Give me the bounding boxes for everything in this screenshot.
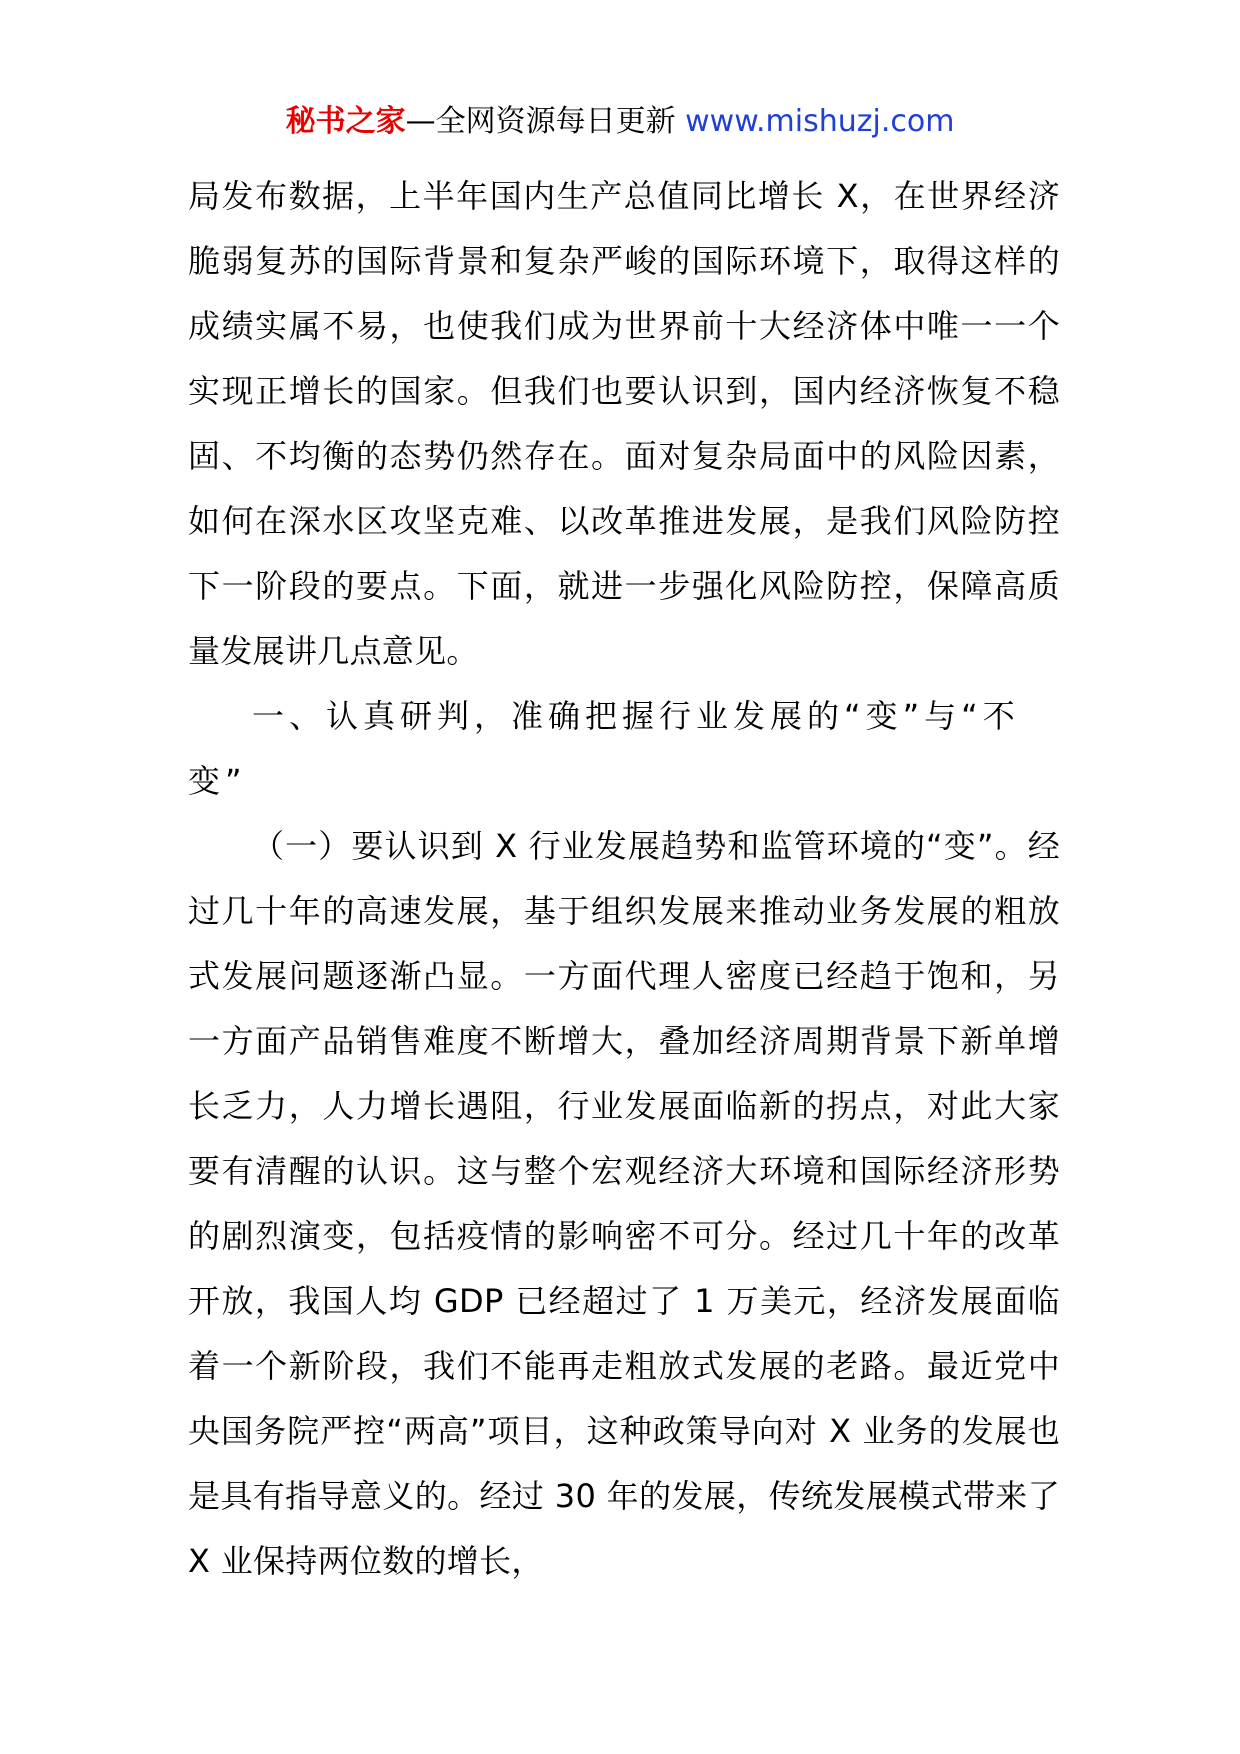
body-paragraph: （一）要认识到 X 行业发展趋势和监管环境的“变”。经过几十年的高速发展，基于组织发展来推动业务发展的粗放式发展问题逐渐凸显。一方面代理人密度已经趋于饱和，另一方面产品销售难度不断增大，叠加经济周期背景下新单增长乏力，人力增长遇阻，行业发展面临新的拐点，对此大家要有清醒的认识。这与整个宏观经济大环境和国际经济形势的剧烈演变，包括疫情的影响密不可分。经过几十年的改革开放，我国人均 GDP 已经超过了 1 万美元，经济发展面临着一个新阶段，我们不能再走粗放式发展的老路。最近党中央国务院严控“两高”项目，这种政策导向对 X 业务的发展也是具有指导意义的。经过 30 年的发展，传统发展模式带来了 X 业保持两位数的增长， <box>188 827 1060 1580</box>
header-tagline: —全网资源每日更新 <box>405 104 686 139</box>
document-body <box>188 164 1060 1594</box>
brand-name: 秘书之家 <box>285 104 406 139</box>
body-paragraph: 局发布数据，上半年国内生产总值同比增长 X，在世界经济脆弱复苏的国际背景和复杂严峻的国际环境下，取得这样的成绩实属不易，也使我们成为世界前十大经济体中唯一一个实现正增长的国家。但我们也要认识到，国内经济恢复不稳固、不均衡的态势仍然存在。面对复杂局面中的风险因素，如何在深水区攻坚克难、以改革推进发展，是我们风险防控下一阶段的要点。下面，就进一步强化风险防控，保障高质量发展讲几点意见。 <box>188 177 1060 670</box>
site-url-link[interactable]: www.mishuzj.com <box>685 104 955 139</box>
section-heading: 一、认真研判，准确把握行业发展的“变”与“不变” <box>188 697 1020 800</box>
site-header <box>0 100 1240 144</box>
